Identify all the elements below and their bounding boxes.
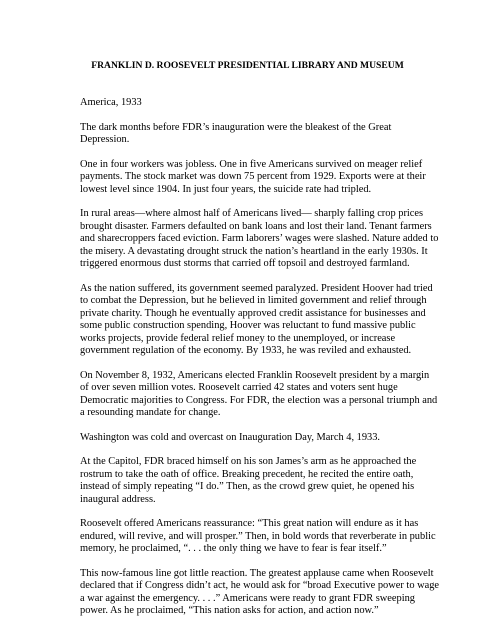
paragraph-jobless: One in four workers was jobless. One in five Americans survived on meager relief payments. The stock market was down 75 percent from 1929. Exports were at their lowest level since 1904. In just four years, the suicide rate had tripled. bbox=[80, 158, 426, 195]
paragraph-hoover: As the nation suffered, its government seemed paralyzed. President Hoover had tried to combat the Depression, but he believed in limited government and relief through private charity. Though he eventually approved credit assistance for businesses and some public construction spending, Hoover was reluctant to fund massive public works projects, provide federal relief money to the unemployed, or increase government regulation of the economy. By 1933, he was reviled and exhausted. bbox=[80, 282, 433, 356]
paragraph-capitol: At the Capitol, FDR braced himself on his son James’s arm as he approached the rostrum to take the oath of office. Breaking precedent, he recited the entire oath, instead of simply repeating “I do.” Then, as the crowd grew quiet, he opened his inaugural address. bbox=[80, 456, 417, 505]
paragraph-action: This now-famous line got little reaction. The greatest applause came when Roosevelt declared that if Congress didn’t act, he would ask for “broad Executive power to wage a war against the emergency. . . .” Americans were ready to grant FDR sweeping power. As he proclaimed, “This nation asks for action, and action now.” bbox=[80, 567, 440, 616]
paragraph-election: On November 8, 1932, Americans elected Franklin Roosevelt president by a margin of over seven million votes. Roosevelt carried 42 states and voters sent huge Democratic majorities to Congress. For FDR, the election was a personal triumph and a resounding mandate for change. bbox=[80, 369, 438, 418]
paragraph-inauguration-day: Washington was cold and overcast on Inauguration Day, March 4, 1933. bbox=[80, 431, 381, 443]
document-heading: FRANKLIN D. ROOSEVELT PRESIDENTIAL LIBRARY AND MUSEUM bbox=[91, 60, 404, 71]
paragraph-intro: The dark months before FDR’s inauguration were the bleakest of the Great Depression. bbox=[80, 121, 392, 145]
paragraph-rural: In rural areas—where almost half of Americans lived— sharply falling crop prices brought disaster. Farmers defaulted on bank loans and lost their land. Tenant farmers and sharecroppers faced eviction. Farm laborers’ wages were slashed. Nature added to the misery. A devastating drought struck the nation’s heartland in the early 1930s. It triggered enormous dust storms that carried off topsoil and destroyed farmland. bbox=[80, 208, 439, 269]
paragraph-reassurance: Roosevelt offered Americans reassurance: “This great nation will endure as it has endured, will revive, and will prosper.” Then, in bold words that reverberate in public memory, he proclaimed, “. . . the only thing we have to fear is fear itself.” bbox=[80, 518, 436, 554]
paragraph-subtitle: America, 1933 bbox=[80, 97, 142, 108]
document-body bbox=[80, 97, 440, 630]
